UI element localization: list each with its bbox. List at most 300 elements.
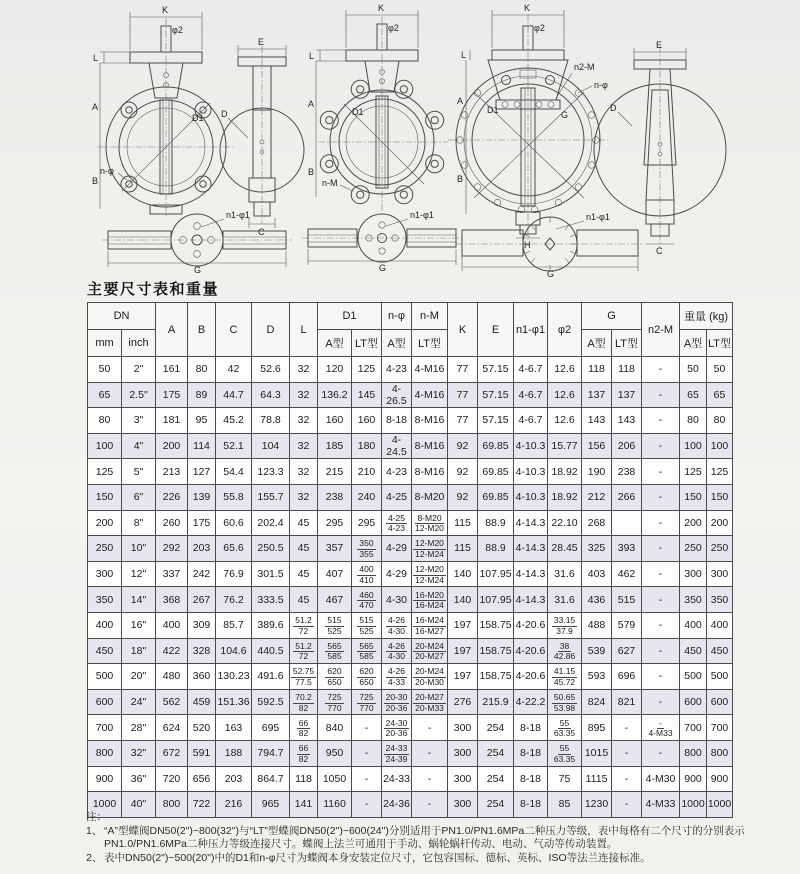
table-cell: 562	[156, 689, 188, 715]
table-cell: 158.75	[478, 612, 514, 638]
table-cell: $\frac{460}{470}$	[352, 587, 382, 613]
table-cell: -	[352, 715, 382, 741]
table-cell: 80	[680, 408, 707, 434]
table-cell: 4-10.3	[514, 459, 548, 485]
table-cell: 163	[216, 715, 252, 741]
table-cell: 15.77	[548, 433, 582, 459]
col-header-e: E	[478, 303, 514, 357]
dim-label-C: C	[656, 246, 663, 256]
table-cell: 393	[612, 536, 642, 562]
table-cell: 800	[680, 740, 707, 766]
table-cell: 32	[290, 408, 318, 434]
table-cell: 127	[188, 459, 216, 485]
table-cell: 107.95	[478, 561, 514, 587]
table-cell: 436	[582, 587, 612, 613]
table-cell: 143	[612, 408, 642, 434]
table-cell: 92	[448, 459, 478, 485]
table-cell: 161	[156, 357, 188, 383]
dim-label-phi2: φ2	[388, 23, 399, 33]
dim-label-D1: D1	[192, 113, 204, 123]
table-cell: 539	[582, 638, 612, 664]
notes-label: 注：	[86, 811, 107, 823]
col-header-mm: mm	[88, 330, 122, 357]
table-cell: 459	[188, 689, 216, 715]
table-cell: 238	[318, 484, 352, 510]
table-cell: 114	[188, 433, 216, 459]
col-header-dn: DN	[88, 303, 156, 330]
table-cell: 120	[318, 357, 352, 383]
drawing-bottom-view-large	[456, 212, 644, 278]
note-text: 表中DN50(2")~500(20")中的D1和n-φ尺寸为蝶阀本身安装定位尺寸，它包容国标、德标、英标、ISO等法兰连接标准。	[104, 851, 651, 864]
table-cell: 104	[252, 433, 290, 459]
col-header-a: A	[156, 303, 188, 357]
table-cell: 203	[188, 536, 216, 562]
table-cell: 50	[707, 357, 733, 383]
table-cell: 45.2	[216, 408, 252, 434]
col-header-n1-phi1: n1-φ1	[514, 303, 548, 357]
table-cell: 54.4	[216, 459, 252, 485]
table-cell: 900	[707, 766, 733, 792]
table-cell: -	[642, 587, 680, 613]
table-cell: $\frac{66}{82}$	[290, 740, 318, 766]
table-row	[88, 740, 733, 766]
table-cell: 488	[582, 612, 612, 638]
table-cell: 8-18	[382, 408, 412, 434]
table-row	[88, 715, 733, 741]
dim-label-L: L	[93, 53, 99, 63]
table-cell: 88.9	[478, 510, 514, 536]
col-subheader-d1-a: A型	[318, 330, 352, 357]
table-cell: 8-18	[514, 715, 548, 741]
table-cell: 45	[290, 561, 318, 587]
table-cell: 591	[188, 740, 216, 766]
table-cell: $\frac{16-M24}{16-M27}$	[412, 612, 448, 638]
table-row	[88, 664, 733, 690]
table-cell: 200	[156, 433, 188, 459]
col-subheader-d1-lt: LT型	[352, 330, 382, 357]
table-cell: 368	[156, 587, 188, 613]
table-cell: $\frac{50.65}{53.98}$	[548, 689, 582, 715]
table-cell: 92	[448, 484, 478, 510]
table-cell: $\frac{55}{63.35}$	[548, 740, 582, 766]
table-cell: 422	[156, 638, 188, 664]
table-cell: 175	[156, 382, 188, 408]
table-cell: 32	[290, 459, 318, 485]
table-cell: 2.5"	[122, 382, 156, 408]
table-cell: 100	[680, 433, 707, 459]
table-cell: 515	[612, 587, 642, 613]
table-cell: 181	[156, 408, 188, 434]
table-cell: 450	[707, 638, 733, 664]
dim-label-K: K	[162, 5, 169, 15]
table-cell: 18.92	[548, 459, 582, 485]
table-cell: $\frac{565}{585}$	[352, 638, 382, 664]
table-cell: 593	[582, 664, 612, 690]
table-cell: 125	[88, 459, 122, 485]
table-cell: 337	[156, 561, 188, 587]
table-cell: 42	[216, 357, 252, 383]
table-cell: $\frac{41.15}{45.72}$	[548, 664, 582, 690]
dim-label-G: G	[379, 263, 387, 273]
table-cell: 140	[448, 561, 478, 587]
table-row	[88, 587, 733, 613]
table-cell: 150	[680, 484, 707, 510]
table-cell: 260	[156, 510, 188, 536]
table-cell: 700	[88, 715, 122, 741]
table-cell: 123.3	[252, 459, 290, 485]
table-cell: 250.5	[252, 536, 290, 562]
table-cell: 895	[582, 715, 612, 741]
table-cell: 136.2	[318, 382, 352, 408]
table-cell: -	[612, 740, 642, 766]
table-cell: $\frac{12-M20}{12-M24}$	[412, 561, 448, 587]
col-subheader-nphi-a: A型	[382, 330, 412, 357]
table-cell: $\frac{20-M24}{20-M27}$	[412, 638, 448, 664]
table-cell: 16"	[122, 612, 156, 638]
table-cell: 150	[88, 484, 122, 510]
table-cell: 215	[318, 459, 352, 485]
table-cell: 80	[88, 408, 122, 434]
table-cell: $\frac{55}{63.35}$	[548, 715, 582, 741]
table-cell: - 4-M33	[642, 715, 680, 741]
dim-label-B: B	[457, 174, 464, 184]
dim-label-E: E	[656, 40, 663, 50]
table-cell: 900	[680, 766, 707, 792]
table-cell: 80	[188, 357, 216, 383]
table-cell: 14"	[122, 587, 156, 613]
table-cell: 118	[612, 357, 642, 383]
table-cell: 357	[318, 536, 352, 562]
table-cell: 656	[188, 766, 216, 792]
table-cell: 480	[156, 664, 188, 690]
table-cell: -	[642, 664, 680, 690]
table-cell: 203	[216, 766, 252, 792]
table-cell: 389.6	[252, 612, 290, 638]
dim-label-C: C	[258, 227, 265, 237]
table-cell: 18"	[122, 638, 156, 664]
table-cell: 4-20.6	[514, 612, 548, 638]
table-cell: 57.15	[478, 408, 514, 434]
table-cell: 4-24.5	[382, 433, 412, 459]
table-cell: 22.10	[548, 510, 582, 536]
col-subheader-nm-lt: LT型	[412, 330, 448, 357]
dimension-table	[87, 302, 733, 818]
table-cell: 300	[448, 740, 478, 766]
col-header-n-m: n-M	[412, 303, 448, 330]
table-cell: $\frac{12-M20}{12-M24}$	[412, 536, 448, 562]
table-row	[88, 510, 733, 536]
table-cell: 140	[448, 587, 478, 613]
table-cell: -	[612, 715, 642, 741]
table-cell: 155.7	[252, 484, 290, 510]
table-cell: $\frac{24-30}{20-36}$	[382, 715, 412, 741]
table-cell: -	[642, 740, 680, 766]
table-cell: 254	[478, 740, 514, 766]
note-number: 2、	[86, 851, 103, 864]
table-cell: 4-M33	[642, 792, 680, 818]
table-cell: 250	[88, 536, 122, 562]
dim-label-n1-phi1: n1-φ1	[410, 210, 434, 220]
col-header-d: D	[252, 303, 290, 357]
table-cell: 158.75	[478, 664, 514, 690]
table-cell: 10"	[122, 536, 156, 562]
table-cell: 24-36	[382, 792, 412, 818]
table-cell: -	[352, 766, 382, 792]
table-cell: $\frac{20-M24}{20-M30}$	[412, 664, 448, 690]
table-cell: 31.6	[548, 587, 582, 613]
table-cell: 250	[707, 536, 733, 562]
table-cell: $\frac{725}{770}$	[318, 689, 352, 715]
table-cell: 8-18	[514, 766, 548, 792]
table-cell: -	[642, 689, 680, 715]
table-cell: 350	[88, 587, 122, 613]
table-cell: 600	[680, 689, 707, 715]
table-cell: 4"	[122, 433, 156, 459]
table-cell: 301.5	[252, 561, 290, 587]
table-cell: 292	[156, 536, 188, 562]
table-cell: 4-M30	[642, 766, 680, 792]
table-cell: 1115	[582, 766, 612, 792]
table-cell: 267	[188, 587, 216, 613]
table-cell: 158.75	[478, 638, 514, 664]
table-cell: 8-M16	[412, 433, 448, 459]
table-cell	[612, 510, 642, 536]
table-cell: $\frac{4-25}{4-23}$	[382, 510, 412, 536]
table-cell: 104.6	[216, 638, 252, 664]
table-cell: 4-23	[382, 357, 412, 383]
table-cell: $\frac{620}{650}$	[352, 664, 382, 690]
table-cell: 407	[318, 561, 352, 587]
table-cell: -	[642, 408, 680, 434]
table-cell: 52.1	[216, 433, 252, 459]
table-cell: 333.5	[252, 587, 290, 613]
note-number: 1、	[86, 824, 103, 837]
table-cell: 115	[448, 536, 478, 562]
table-cell: 300	[448, 766, 478, 792]
table-cell: 36"	[122, 766, 156, 792]
table-cell: 32"	[122, 740, 156, 766]
table-cell: $\frac{4-26}{4-30}$	[382, 612, 412, 638]
table-row	[88, 357, 733, 383]
table-cell: 400	[88, 612, 122, 638]
table-cell: 300	[707, 561, 733, 587]
table-cell: 213	[156, 459, 188, 485]
table-cell: 695	[252, 715, 290, 741]
notes	[86, 811, 748, 866]
table-cell: -	[642, 510, 680, 536]
dim-label-G: G	[194, 265, 202, 275]
table-cell: 12.6	[548, 357, 582, 383]
table-cell: 8-M16	[412, 408, 448, 434]
dim-label-B: B	[92, 176, 99, 186]
table-cell: 250	[680, 536, 707, 562]
table-cell: 4-10.3	[514, 433, 548, 459]
dim-label-n1-phi1: n1-φ1	[226, 210, 250, 220]
table-row	[88, 689, 733, 715]
table-cell: 141	[290, 792, 318, 818]
table-cell: 24"	[122, 689, 156, 715]
table-cell: 5"	[122, 459, 156, 485]
table-cell: 500	[680, 664, 707, 690]
dim-label-A: A	[457, 96, 464, 106]
table-cell: 125	[707, 459, 733, 485]
col-header-n-phi: n-φ	[382, 303, 412, 330]
table-cell: -	[612, 792, 642, 818]
table-cell: 4-6.7	[514, 357, 548, 383]
table-cell: 200	[680, 510, 707, 536]
table-cell: 190	[582, 459, 612, 485]
col-header-n2-m: n2-M	[642, 303, 680, 357]
table-cell: -	[642, 357, 680, 383]
table-cell: 150	[707, 484, 733, 510]
table-cell: 57.15	[478, 382, 514, 408]
table-cell: 92	[448, 433, 478, 459]
table-row	[88, 536, 733, 562]
table-cell: 700	[680, 715, 707, 741]
dim-label-phi2: φ2	[534, 23, 545, 33]
table-cell: 32	[290, 484, 318, 510]
table-cell: 295	[352, 510, 382, 536]
table-cell: 794.7	[252, 740, 290, 766]
table-cell: $\frac{38}{42.86}$	[548, 638, 582, 664]
table-cell: 95	[188, 408, 216, 434]
table-cell: 20"	[122, 664, 156, 690]
drawing-bottom-view-wafer	[102, 210, 292, 275]
table-cell: 215.9	[478, 689, 514, 715]
table-cell: 206	[612, 433, 642, 459]
table-cell: 276	[448, 689, 478, 715]
table-cell: 77	[448, 357, 478, 383]
table-cell: 520	[188, 715, 216, 741]
table-cell: 440.5	[252, 638, 290, 664]
table-cell: 118	[582, 357, 612, 383]
table-cell: $\frac{515}{525}$	[318, 612, 352, 638]
table-cell: 824	[582, 689, 612, 715]
table-cell: 210	[352, 459, 382, 485]
table-cell: $\frac{70.2}{82}$	[290, 689, 318, 715]
table-cell: 696	[612, 664, 642, 690]
table-cell: 300	[680, 561, 707, 587]
table-cell: 4-29	[382, 536, 412, 562]
col-subheader-g-a: A型	[582, 330, 612, 357]
table-cell: 12.6	[548, 382, 582, 408]
table-cell: 100	[88, 433, 122, 459]
table-cell: $\frac{725}{770}$	[352, 689, 382, 715]
table-cell: 156	[582, 433, 612, 459]
table-cell: 77	[448, 382, 478, 408]
table-cell: 1015	[582, 740, 612, 766]
table-cell: -	[642, 433, 680, 459]
table-cell: 200	[707, 510, 733, 536]
table-cell: 400	[707, 612, 733, 638]
table-cell: 76.9	[216, 561, 252, 587]
table-cell: 1230	[582, 792, 612, 818]
table-cell: 28"	[122, 715, 156, 741]
note-text: “A”型蝶阀DN50(2")~800(32")与“LT”型蝶阀DN50(2")~600(24")分别适用于PN1.0/PN1.6MPa二种压力等级，表中每格有二个尺寸的分别表示PN1.0/PN1.6MPa二种压力等级连接尺寸。蝶阀上法兰可通用于手动、蜗轮蜗杆传动、电动、气动等传动装置。	[104, 824, 745, 851]
table-row	[88, 459, 733, 485]
table-cell: 64.3	[252, 382, 290, 408]
table-row	[88, 612, 733, 638]
table-cell: 300	[88, 561, 122, 587]
table-cell: 672	[156, 740, 188, 766]
table-cell: 295	[318, 510, 352, 536]
table-cell: -	[352, 740, 382, 766]
table-cell: 8-M16	[412, 459, 448, 485]
table-cell: 212	[582, 484, 612, 510]
table-cell: 216	[216, 792, 252, 818]
table-cell: 309	[188, 612, 216, 638]
table-cell: 254	[478, 715, 514, 741]
dim-label-n1-phi1: n1-φ1	[586, 212, 610, 222]
table-cell: 720	[156, 766, 188, 792]
table-cell: 77	[448, 408, 478, 434]
table-cell: $\frac{565}{585}$	[318, 638, 352, 664]
drawing-side-section-large	[594, 40, 726, 256]
table-cell: 840	[318, 715, 352, 741]
table-cell: 125	[680, 459, 707, 485]
table-cell: 185	[318, 433, 352, 459]
table-cell: 4-20.6	[514, 638, 548, 664]
table-cell: 900	[88, 766, 122, 792]
table-cell: $\frac{16-M20}{16-M24}$	[412, 587, 448, 613]
table-cell: 4-14.3	[514, 536, 548, 562]
table-cell: 4-26.5	[382, 382, 412, 408]
col-header-d1: D1	[318, 303, 382, 330]
table-cell: 44.7	[216, 382, 252, 408]
table-cell: 592.5	[252, 689, 290, 715]
table-cell: 4-14.3	[514, 561, 548, 587]
table-cell: 325	[582, 536, 612, 562]
table-cell: 45	[290, 587, 318, 613]
table-cell: $\frac{51.2}{72}$	[290, 638, 318, 664]
col-header-g: G	[582, 303, 642, 330]
table-cell: $\frac{20-30}{20-36}$	[382, 689, 412, 715]
table-cell: 8-M20	[412, 484, 448, 510]
note-item-2	[86, 852, 748, 866]
dim-label-D1: D1	[487, 105, 499, 115]
table-cell: 6"	[122, 484, 156, 510]
table-cell: 197	[448, 612, 478, 638]
drawing-bottom-view-lug	[302, 210, 462, 273]
table-cell: 107.95	[478, 587, 514, 613]
table-cell: 85	[548, 792, 582, 818]
table-cell: 4-6.7	[514, 382, 548, 408]
table-cell: 600	[707, 689, 733, 715]
table-cell: 242	[188, 561, 216, 587]
table-cell: 266	[612, 484, 642, 510]
table-cell: $\frac{52.75}{77.5}$	[290, 664, 318, 690]
table-cell: -	[642, 536, 680, 562]
table-cell: 137	[612, 382, 642, 408]
table-cell: $\frac{24-33}{24-39}$	[382, 740, 412, 766]
table-cell: 360	[188, 664, 216, 690]
table-cell: 800	[156, 792, 188, 818]
table-cell: 700	[707, 715, 733, 741]
table-cell: 4-22.2	[514, 689, 548, 715]
table-cell: 45	[290, 510, 318, 536]
table-cell: 118	[290, 766, 318, 792]
table-cell: 28.45	[548, 536, 582, 562]
table-cell: 65	[680, 382, 707, 408]
table-cell: 500	[88, 664, 122, 690]
table-cell: 125	[352, 357, 382, 383]
table-cell: 2"	[122, 357, 156, 383]
table-cell: 65	[707, 382, 733, 408]
table-cell: -	[412, 792, 448, 818]
dim-label-G: G	[547, 269, 555, 278]
table-cell: -	[642, 382, 680, 408]
table-cell: 12"	[122, 561, 156, 587]
